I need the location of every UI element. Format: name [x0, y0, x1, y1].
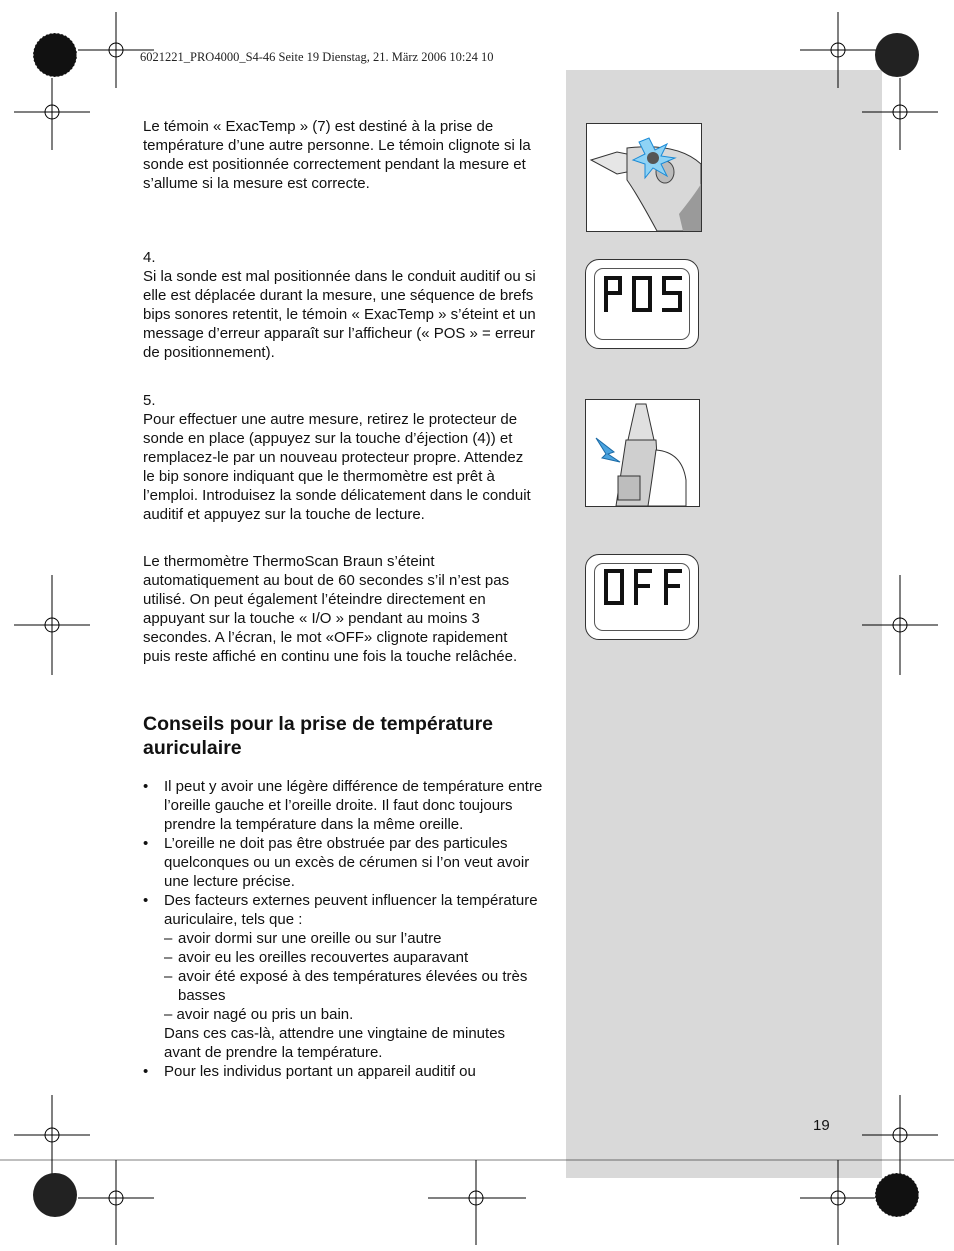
list-item: [143, 1062, 543, 1081]
step-text: Pour effectuer une autre mesure, retirez le protecteur de sonde en place (appuyez sur la touche d’éjection (4)) et remplacez-le par un nouveau protecteur propre. Attendez le bip sonore indiquant que le thermomètre est prêt à l’emploi. Introduisez la sonde délicatement dans le conduit auditif et appuyez sur la touche de lecture.: [143, 411, 531, 523]
list-item-text: L’oreille ne doit pas être obstruée par des particules quelconques ou un excès de cérumen si l’on veut avoir une lecture précise.: [164, 835, 530, 890]
list-item: [143, 777, 543, 834]
sub-item-text: avoir dormi sur une oreille ou sur l’autre: [178, 930, 442, 947]
step-number: 4.: [143, 249, 156, 266]
tips-list: [143, 777, 543, 1081]
bullet-icon: •: [143, 778, 149, 795]
lcd-display-off: [585, 554, 699, 640]
list-item: [143, 891, 543, 1062]
list-item-text: Pour les individus portant un appareil auditif ou: [164, 1063, 476, 1080]
print-header: 6021221_PRO4000_S4-46 Seite 19 Dienstag, 21. März 2006 10:24 10: [140, 50, 494, 64]
step-text: Si la sonde est mal positionnée dans le conduit auditif ou si elle est déplacée durant la mesure, une séquence de brefs bips sonores retentit, le témoin « ExacTemp » s’éteint et un message d’erreur apparaît sur l’afficheur (« POS » = erreur de positionnement).: [143, 268, 536, 361]
page-number: 19: [813, 1117, 830, 1134]
hand-eject-icon: [586, 400, 699, 506]
bullet-icon: •: [143, 892, 149, 909]
dash-icon: –: [164, 949, 173, 966]
auto-off-paragraph: Le thermomètre ThermoScan Braun s’éteint automatiquement au bout de 60 secondes s’il n’est pas utilisé. On peut également l’éteindre directement en appuyant sur la touche « I/O » pendant au moins 3 secondes. A l’écran, le mot «OFF» clignote rapidement puis reste affiché en continu une fois la touche relâchée.: [143, 553, 518, 665]
pos-segments: [586, 260, 698, 348]
sub-list-item: [164, 929, 543, 948]
thermometer-flash-icon: [587, 124, 701, 231]
dash-icon: –: [164, 930, 173, 947]
lcd-display-pos: [585, 259, 699, 349]
sub-list-item: [164, 948, 543, 967]
step-4: [143, 248, 539, 362]
probe-eject-figure: [585, 399, 700, 507]
list-item: [143, 834, 543, 891]
list-item-text: Il peut y avoir une légère différence de température entre l’oreille gauche et l’oreille droite. Il faut donc toujours prendre la température dans la même oreille.: [164, 778, 543, 833]
wait-note: Dans ces cas-là, attendre une vingtaine de minutes avant de prendre la température.: [164, 1025, 506, 1061]
list-item-text: Des facteurs externes peuvent influencer la température auriculaire, tels que :: [164, 892, 538, 928]
section-heading: Conseils pour la prise de température auriculaire: [143, 713, 494, 759]
sub-item-text: avoir eu les oreilles recouvertes auparavant: [178, 949, 469, 966]
bullet-icon: •: [143, 1063, 149, 1080]
thermometer-exactemp-figure: [586, 123, 702, 232]
off-segments: [586, 555, 698, 639]
sub-item-text: avoir été exposé à des températures élevées ou très basses: [178, 968, 528, 1004]
step-5: [143, 391, 539, 524]
swim-line: – avoir nagé ou pris un bain.: [164, 1006, 354, 1023]
dash-icon: –: [164, 968, 173, 985]
step-number: 5.: [143, 392, 156, 409]
sub-list-item: [164, 967, 543, 1005]
bullet-icon: •: [143, 835, 149, 852]
exactemp-paragraph: Le témoin « ExacTemp » (7) est destiné à la prise de température d’une autre personne. Le témoin clignote si la sonde est positionnée correctement pendant la mesure et s’allume si la mesure est correcte.: [143, 118, 531, 192]
